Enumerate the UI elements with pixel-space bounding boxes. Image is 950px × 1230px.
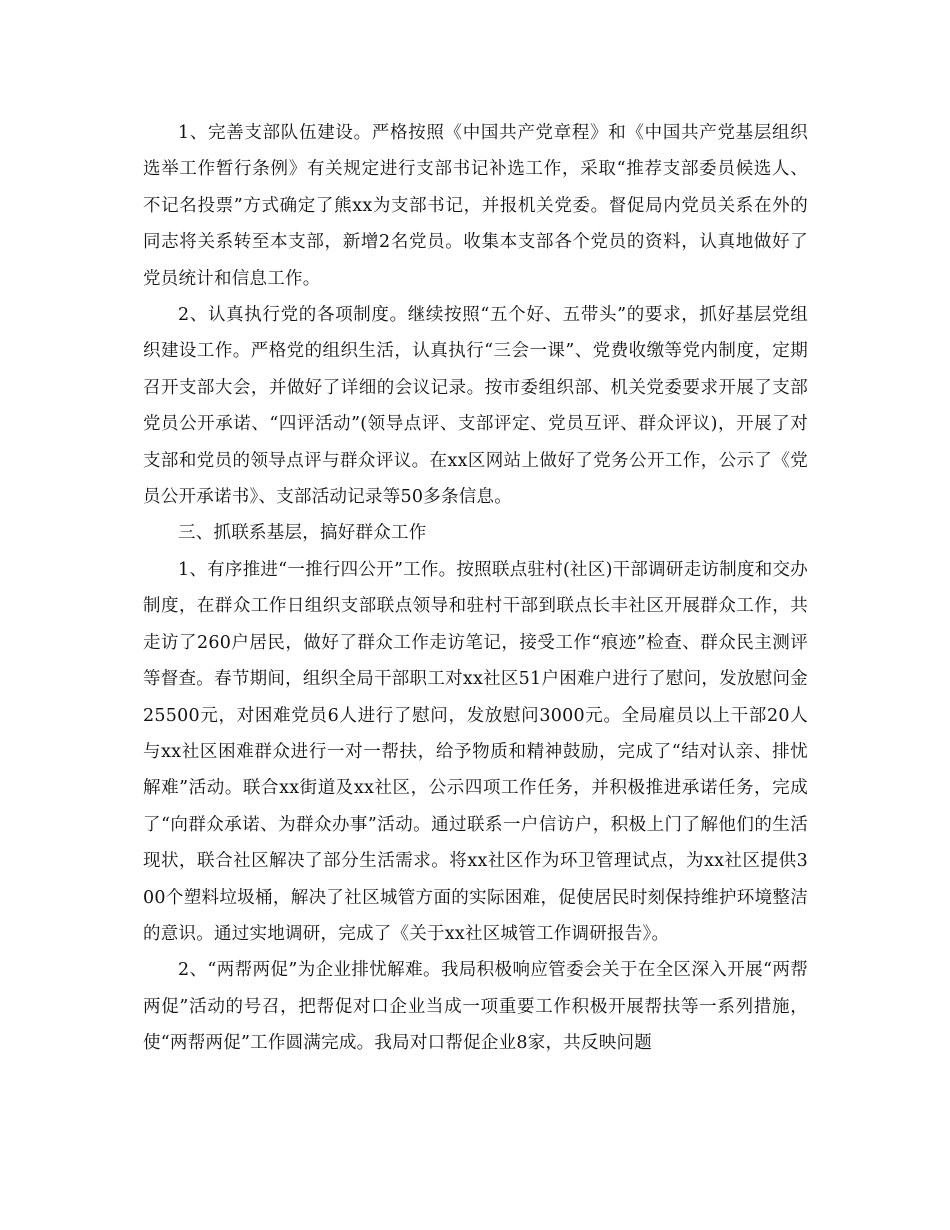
paragraph-branch-team-building: 1、完善支部队伍建设。严格按照《中国共产党章程》和《中国共产党基层组织选举工作暂行条例》有关规定进行支部书记补选工作，采取“推荐支部委员候选人、不记名投票”方式确定了熊xx为支部书记，并报机关党委。督促局内党员关系在外的同志将关系转至本支部，新增2名党员。收集本支部各个党员的资料，认真地做好了党员统计和信息工作。 bbox=[143, 123, 808, 289]
paragraph-one-promote-four-public: 1、有序推进“一推行四公开”工作。按照联点驻村(社区)干部调研走访制度和交办制度，在群众工作日组织支部联点领导和驻村干部到联点长丰社区开展群众工作，共走访了260户居民，做好了群众工作走访笔记，接受工作“痕迹”检查、群众民主测评等督查。春节期间，组织全局干部职工对xx社区51户困难户进行了慰问，发放慰问金25500元，对困难党员6人进行了慰问，发放慰问3000元。全局雇员以上干部20人与xx社区困难群众进行一对一帮扶，给予物质和精神鼓励，完成了“结对认亲、排忧解难”活动。联合xx街道及xx社区，公示四项工作任务，并积极推进承诺任务，完成了“向群众承诺、为群众办事”活动。通过联系一户信访户，积极上门了解他们的生活现状，联合社区解决了部分生活需求。将xx社区作为环卫管理试点，为xx社区提供300个塑料垃圾桶，解决了社区城管方面的实际困难，促使居民时刻保持维护环境整洁的意识。通过实地调研，完成了《关于xx社区城管工作调研报告》。 bbox=[143, 559, 808, 944]
paragraph-party-systems: 2、认真执行党的各项制度。继续按照“五个好、五带头”的要求，抓好基层党组织建设工作。严格党的组织生活，认真执行“三会一课”、党费收缴等党内制度，定期召开支部大会，并做好了详细的会议记录。按市委组织部、机关党委要求开展了支部党员公开承诺、“四评活动”(领导点评、支部评定、党员互评、群众评议)，开展了对支部和党员的领导点评与群众评议。在xx区网站上做好了党务公开工作，公示了《党员公开承诺书》、支部活动记录等50多条信息。 bbox=[143, 305, 808, 508]
section-heading-grassroots-work: 三、抓联系基层，搞好群众工作 bbox=[178, 523, 427, 544]
paragraph-two-help-two-promote: 2、“两帮两促”为企业排忧解难。我局积极响应管委会关于在全区深入开展“两帮两促”活动的号召，把帮促对口企业当成一项重要工作积极开展帮扶等一系列措施，使“两帮两促”工作圆满完成。我局对口帮促企业8家，共反映问题 bbox=[143, 960, 808, 1054]
document-body bbox=[143, 115, 808, 1062]
